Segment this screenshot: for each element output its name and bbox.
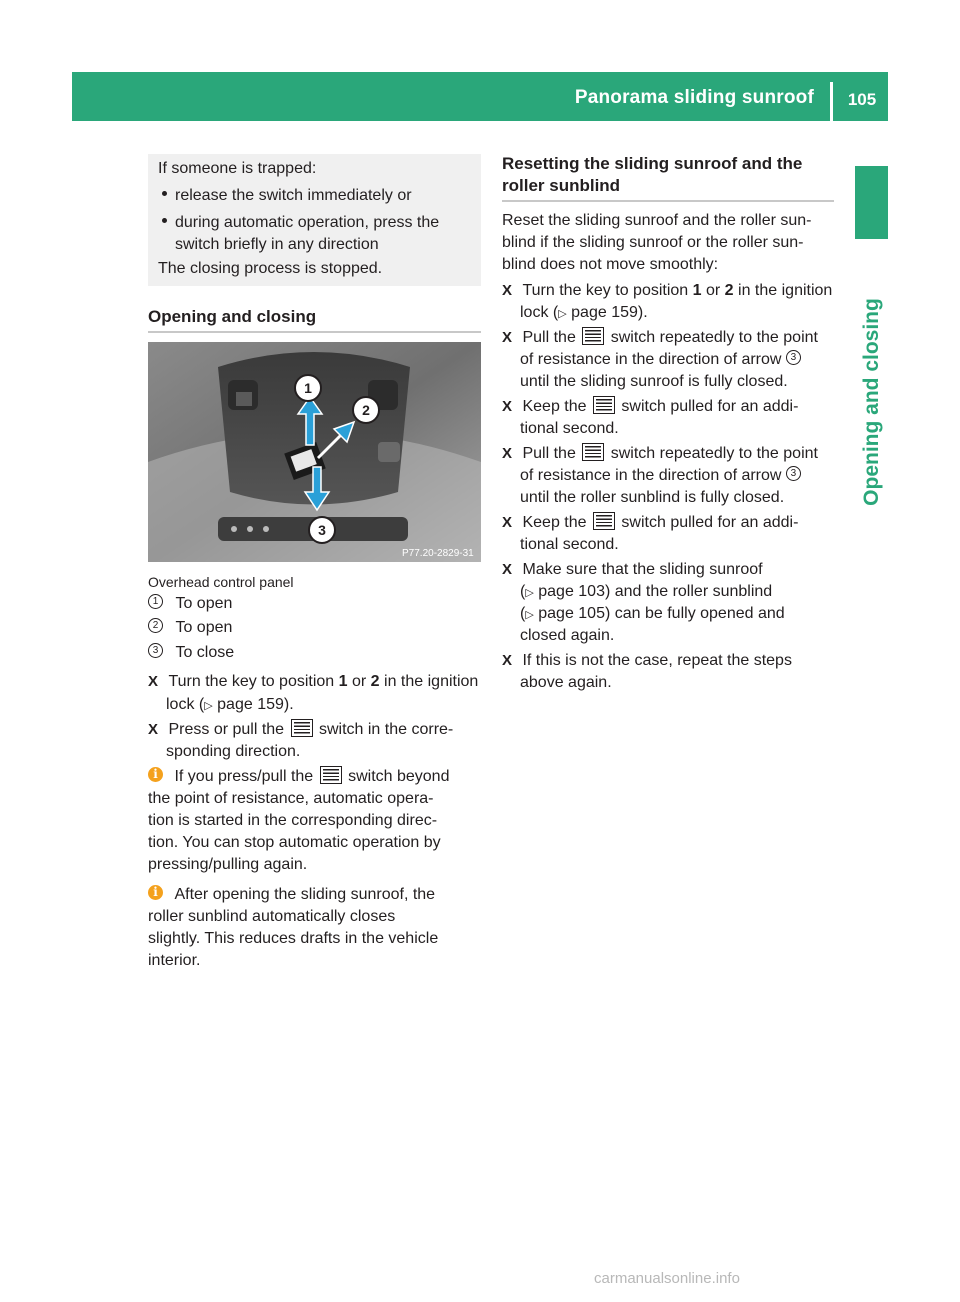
instruction-step-cont: lock (▷ page 159). [520,304,648,321]
callout-2 [353,397,379,423]
instruction-step: X Turn the key to position 1 or 2 in the ignition [502,282,833,299]
instruction-step-cont: tional second. [520,420,619,437]
heading-rule [502,200,834,202]
instruction-step-cont: closed again. [520,627,615,644]
section-heading-reset-cont: roller sunblind [502,176,621,195]
section-heading-reset: Resetting the sliding sunroof and the [502,154,803,173]
instruction-step-cont: (▷ page 103) and the roller sunblind [520,583,773,600]
paragraph-line: Reset the sliding sunroof and the roller sun- [502,212,812,229]
section-heading-opening: Opening and closing [148,307,317,326]
warning-bullet: release the switch immediately or [162,185,412,207]
info-note-line: tion. You can stop automatic operation by [148,834,441,851]
page-ref-icon: ▷ [558,308,567,320]
bullet-icon [162,191,167,196]
info-note: i After opening the sliding sunroof, the [148,884,435,906]
paragraph-line: blind does not move smoothly: [502,256,719,273]
instruction-step: X Press or pull the switch in the corre- [148,719,453,741]
legend-item: 2 To open [148,617,232,639]
header-divider [830,82,833,121]
info-note-line: the point of resistance, automatic opera- [148,790,434,807]
warning-box [148,154,481,286]
sunroof-switch-icon [291,719,313,737]
info-icon: i [148,885,163,900]
page-number: 105 [847,90,877,109]
instruction-step-cont: above again. [520,674,612,691]
arrow-number-icon: 3 [786,466,801,481]
info-note-line: interior. [148,952,201,969]
callout-3 [309,517,335,543]
legend-item: 3 To close [148,642,234,664]
page-ref-icon: ▷ [525,587,534,599]
warning-bullet: during automatic operation, press the [162,212,439,234]
step-marker-icon: X [502,514,513,531]
bullet-icon [162,218,167,223]
warning-intro: If someone is trapped: [158,160,317,177]
page-ref-icon: ▷ [525,609,534,621]
callout-1 [295,375,321,401]
chapter-tab-label: Opening and closing [860,298,883,506]
step-marker-icon: X [148,721,159,738]
page-reference-link[interactable]: page 159). [212,696,294,713]
warning-bullet-cont: switch briefly in any direction [175,236,379,253]
step-marker-icon: X [502,398,513,415]
step-marker-icon: X [502,282,513,299]
step-marker-icon: X [502,561,513,578]
heading-rule [148,331,481,333]
legend-item: 1 To open [148,593,232,615]
instruction-step: X Keep the switch pulled for an addi- [502,396,798,418]
instruction-step: X Make sure that the sliding sunroof [502,561,763,578]
image-caption: Overhead control panel [148,574,294,590]
header-bar [72,72,888,121]
step-marker-icon: X [502,445,513,462]
instruction-step-cont: until the roller sunblind is fully closed. [520,489,785,506]
instruction-step-cont: (▷ page 105) can be fully opened and [520,605,785,622]
page-ref-icon: ▷ [204,700,213,712]
instruction-step: X Pull the switch repeatedly to the point [502,443,818,465]
warning-closing: The closing process is stopped. [158,260,383,277]
step-marker-icon: X [502,652,513,669]
watermark-link[interactable]: carmanualsonline.info [594,1270,740,1287]
section-title: Panorama sliding sunroof [574,87,814,108]
info-note: i If you press/pull the switch beyond [148,766,449,788]
svg-text:2: 2 [362,402,370,418]
instruction-step-cont: of resistance in the direction of arrow 3 [520,465,801,487]
arrow-number-icon: 3 [786,350,801,365]
info-icon: i [148,767,163,782]
instruction-step-cont: sponding direction. [166,743,301,760]
overhead-control-panel-image [148,342,481,562]
page-reference-link[interactable]: page 103) and the roller sunblind [533,583,773,600]
sunroof-switch-icon [582,327,604,345]
sunroof-switch-icon [582,443,604,461]
instruction-step-cont: of resistance in the direction of arrow 3 [520,349,801,371]
page-reference-link[interactable]: page 105) can be fully opened and [533,605,785,622]
instruction-step-cont: tional second. [520,536,619,553]
chapter-tab-marker [855,166,888,239]
svg-text:3: 3 [318,522,326,538]
step-marker-icon: X [502,329,513,346]
info-note-line: tion is started in the corresponding direc- [148,812,438,829]
sunroof-switch-icon [320,766,342,784]
svg-text:1: 1 [304,380,312,396]
sunroof-switch-icon [593,512,615,530]
image-code: P77.20-2829-31 [402,548,474,559]
instruction-step: X Keep the switch pulled for an addi- [502,512,798,534]
instruction-step: X If this is not the case, repeat the steps [502,652,792,669]
info-note-line: roller sunblind automatically closes [148,908,396,925]
info-note-line: slightly. This reduces drafts in the vehicle [148,930,439,947]
chapter-tab[interactable] [852,252,892,552]
paragraph-line: blind if the sliding sunroof or the roller sun- [502,234,804,251]
instruction-step: X Pull the switch repeatedly to the point [502,327,818,349]
instruction-step-cont: lock (▷ page 159). [166,696,294,713]
info-note-line: pressing/pulling again. [148,856,308,873]
instruction-step: X Turn the key to position 1 or 2 in the ignition [148,673,479,690]
instruction-step-cont: until the sliding sunroof is fully closed. [520,373,788,390]
sunroof-switch-icon [593,396,615,414]
step-marker-icon: X [148,673,159,690]
page-reference-link[interactable]: page 159). [566,304,648,321]
